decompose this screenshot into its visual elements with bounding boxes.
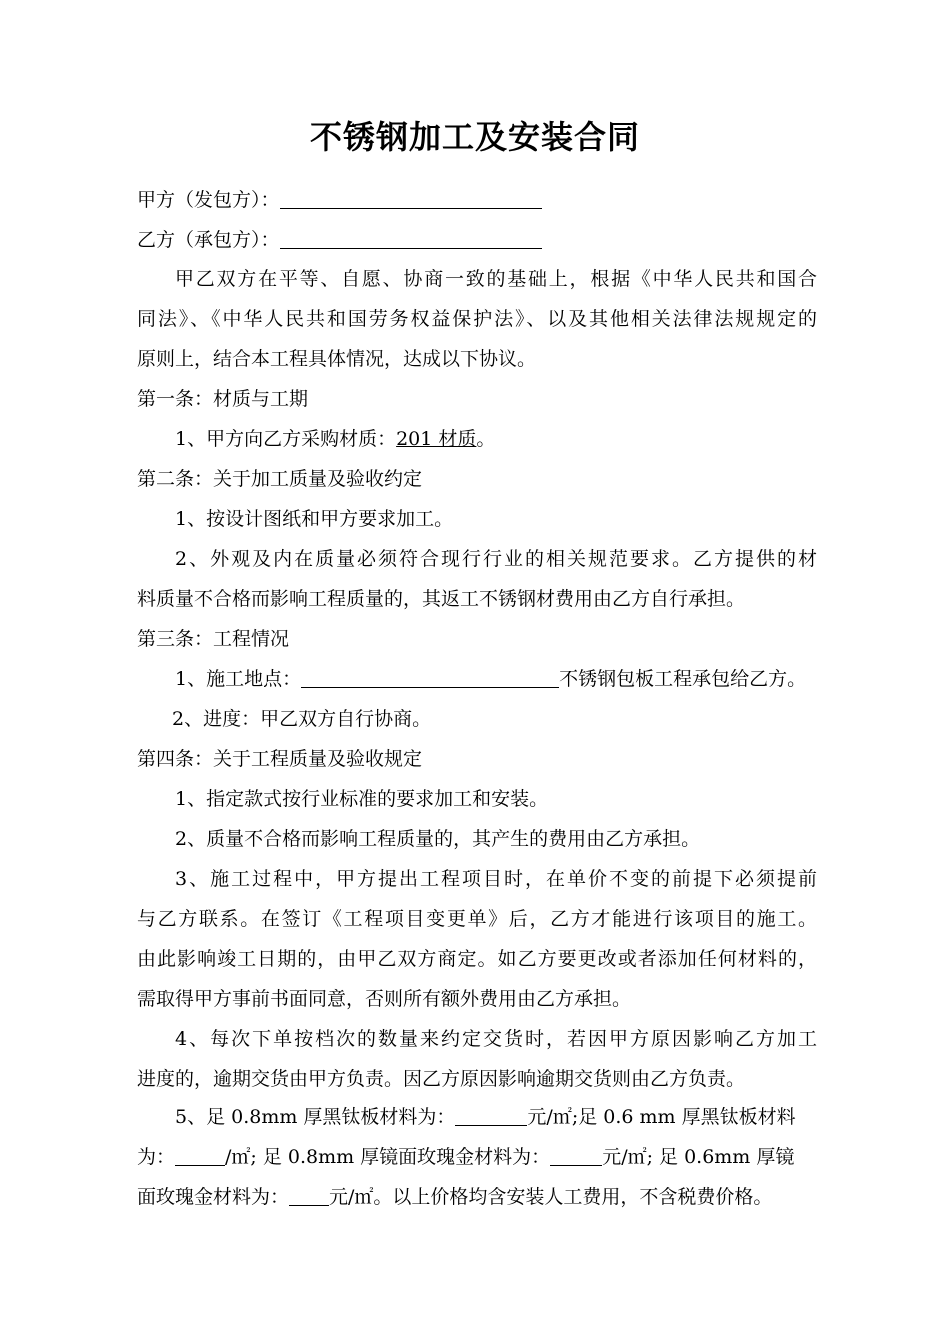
- rose-gold-08-price-blank: [550, 1146, 602, 1166]
- rose-gold-08-label: /㎡; 足 0.8mm 厚镜面玫瑰金材料为：: [225, 1146, 551, 1168]
- intro-line-3: 原则上，结合本工程具体情况，达成以下协议。: [137, 348, 537, 370]
- black-ti-06-price-blank: [175, 1146, 225, 1166]
- site-label: 1、施工地点：: [175, 668, 302, 690]
- black-ti-08-label: 5、足 0.8mm 厚黑钛板材料为：: [175, 1106, 456, 1128]
- article-3-heading: 第三条：工程情况: [137, 628, 290, 650]
- article-4-item-2: 2、质量不合格而影响工程质量的，其产生的费用由乙方承担。: [175, 828, 701, 850]
- site-blank: [301, 668, 559, 688]
- price-note: 元/㎡。以上价格均含安装人工费用，不含税费价格。: [329, 1186, 773, 1208]
- party-b-blank: [280, 229, 542, 249]
- article-2-item-2-line-2: 料质量不合格而影响工程质量的，其返工不锈钢材费用由乙方自行承担。: [137, 588, 746, 610]
- article-3-item-1: [175, 666, 817, 692]
- article-4-item-3-line-2: 与乙方联系。在签订《工程项目变更单》后，乙方才能进行该项目的施工。: [137, 908, 817, 930]
- article-4-item-4-line-1: 4、每次下单按档次的数量来约定交货时，若因甲方原因影响乙方加工: [175, 1028, 817, 1050]
- article-4-item-3-line-1: 3、施工过程中，甲方提出工程项目时，在单价不变的前提下必须提前: [175, 868, 817, 890]
- article-4-item-3-line-3: 由此影响竣工日期的，由甲乙双方商定。如乙方要更改或者添加任何材料的，: [137, 948, 817, 970]
- article-2-item-2-line-1: 2、外观及内在质量必须符合现行行业的相关规范要求。乙方提供的材: [175, 548, 817, 570]
- article-2-heading: 第二条：关于加工质量及验收约定: [137, 468, 423, 490]
- article-1-item-1-suffix: 。: [476, 428, 496, 450]
- document-title: 不锈钢加工及安装合同: [309, 118, 640, 156]
- party-b-label: 乙方（承包方）：: [137, 229, 280, 251]
- article-1-item-1: [175, 426, 817, 452]
- article-4-item-1: 1、指定款式按行业标准的要求加工和安装。: [175, 788, 549, 810]
- article-4-item-5-line-3: [137, 1184, 817, 1210]
- article-2-item-1: 1、按设计图纸和甲方要求加工。: [175, 508, 454, 530]
- black-ti-06-label: 元/㎡;足 0.6 mm 厚黑钛板材料: [527, 1106, 796, 1128]
- intro-line-1: 甲乙双方在平等、自愿、协商一致的基础上，根据《中华人民共和国合: [175, 268, 817, 290]
- article-1-heading: 第一条：材质与工期: [137, 388, 309, 410]
- article-4-item-4-line-2: 进度的，逾期交货由甲方负责。因乙方原因影响逾期交货则由乙方负责。: [137, 1068, 746, 1090]
- party-a-line: [137, 187, 817, 213]
- intro-line-2: 同法》、《中华人民共和国劳务权益保护法》、以及其他相关法律法规规定的: [137, 308, 817, 330]
- article-4-item-5-line-2: [137, 1144, 817, 1170]
- site-suffix: 不锈钢包板工程承包给乙方。: [559, 668, 807, 690]
- article-1-item-1-prefix: 1、甲方向乙方采购材质：: [175, 428, 397, 450]
- material-value: 201 材质: [396, 428, 477, 450]
- party-a-label: 甲方（发包方）：: [137, 189, 280, 211]
- rose-gold-06-price-blank: [289, 1186, 329, 1206]
- article-3-item-2: 2、进度：甲乙双方自行协商。: [172, 708, 432, 730]
- rose-gold-06-label: 元/㎡; 足 0.6mm 厚镜: [602, 1146, 795, 1168]
- item-5-wei-label: 为：: [137, 1146, 176, 1168]
- article-4-item-5-line-1: [175, 1104, 817, 1130]
- rose-gold-06-material-label: 面玫瑰金材料为：: [137, 1186, 290, 1208]
- party-b-line: [137, 227, 817, 253]
- article-4-heading: 第四条：关于工程质量及验收规定: [137, 748, 423, 770]
- party-a-blank: [280, 189, 542, 209]
- article-4-item-3-line-4: 需取得甲方事前书面同意，否则所有额外费用由乙方承担。: [137, 988, 632, 1010]
- black-ti-08-price-blank: [455, 1106, 527, 1126]
